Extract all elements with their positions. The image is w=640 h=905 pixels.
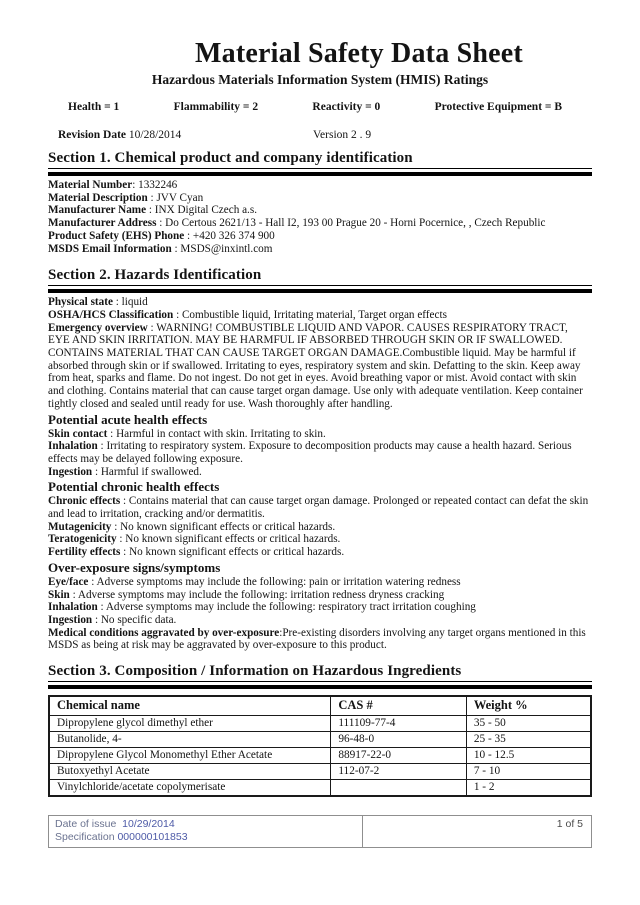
field-inhalation-symptoms: Inhalation : Adverse symptoms may include the following: respiratory tract irritation coughing bbox=[48, 601, 476, 614]
field-manufacturer-name: Manufacturer Name : INX Digital Czech a.s. bbox=[48, 204, 257, 217]
table-row bbox=[49, 716, 591, 732]
cell-cas-number: 88917-22-0 bbox=[331, 748, 467, 764]
hmis-ratings-row bbox=[48, 101, 592, 113]
footer-specification: Specification 000000101853 bbox=[55, 831, 188, 843]
subheading-potential-acute-health-effects: Potential acute health effects bbox=[48, 411, 208, 427]
section-3-heading: Section 3. Composition / Information on Hazardous Ingredients bbox=[48, 663, 592, 682]
field-chronic-effects: Chronic effects : Contains material that can cause target organ damage. Prolonged or repeated contact can defat the skin and lead to irritation, cracking and/or dermatitis. bbox=[48, 495, 589, 521]
cell-weight-percent: 1 - 2 bbox=[466, 780, 591, 797]
cell-cas-number: 111109-77-4 bbox=[331, 716, 467, 732]
table-row bbox=[49, 780, 591, 797]
hmis-reactivity-rating: Reactivity = 0 bbox=[312, 101, 381, 113]
cell-cas-number: 96-48-0 bbox=[331, 732, 467, 748]
field-physical-state: Physical state : liquid bbox=[48, 296, 148, 309]
cell-chemical-name: Butanolide, 4- bbox=[49, 732, 331, 748]
column-header-weight-percent: Weight % bbox=[466, 696, 591, 716]
cell-weight-percent: 35 - 50 bbox=[466, 716, 591, 732]
field-inhalation-acute: Inhalation : Irritating to respiratory system. Exposure to decomposition products may cause a health hazard. Serious effects may be delayed following exposure. bbox=[48, 440, 572, 465]
section-1-body bbox=[48, 179, 592, 255]
page-footer bbox=[48, 815, 592, 848]
cell-weight-percent: 10 - 12.5 bbox=[466, 748, 591, 764]
column-header-chemical-name: Chemical name bbox=[49, 696, 331, 716]
section-2-divider bbox=[48, 289, 592, 293]
cell-weight-percent: 7 - 10 bbox=[466, 764, 591, 780]
table-header-row bbox=[49, 696, 591, 716]
section-3-divider bbox=[48, 685, 592, 689]
field-mutagenicity: Mutagenicity : No known significant effects or critical hazards. bbox=[48, 520, 336, 533]
hmis-health-rating: Health = 1 bbox=[68, 101, 120, 113]
cell-chemical-name: Dipropylene glycol dimethyl ether bbox=[49, 716, 331, 732]
table-row bbox=[49, 748, 591, 764]
field-skin-contact: Skin contact : Harmful in contact with skin. Irritating to skin. bbox=[48, 427, 326, 440]
field-skin-symptoms: Skin : Adverse symptoms may include the following: irritation redness dryness cracking bbox=[48, 588, 445, 601]
section-2-heading: Section 2. Hazards Identification bbox=[48, 267, 592, 286]
revision-row bbox=[48, 129, 592, 141]
column-header-cas-number: CAS # bbox=[331, 696, 467, 716]
field-ingestion-symptoms: Ingestion : No specific data. bbox=[48, 613, 177, 626]
field-msds-email: MSDS Email Information : MSDS@inxintl.com bbox=[48, 242, 273, 255]
field-emergency-overview: Emergency overview : WARNING! COMBUSTIBLE LIQUID AND VAPOR. CAUSES RESPIRATORY TRACT, EYE AND SKIN IRRITATION. MAY BE HARMFUL IF ABSORBED THROUGH SKIN OR IF SWALLOWED. CONTAINS MATERIAL THAT CAN CAUSE TARGET ORGAN DAMAGE.Combustible liquid. May be harmful if absorbed through skin or if swallowed. Irritating to eyes, respiratory system and skin. Defatting to the skin. Keep away from heat, sparks and flame. Do not ingest. Do not get in eyes. Avoid breathing vapor or mist. Avoid contact with skin and clothing. Contains material that can cause target organ damage. Use only with adequate ventilation. Keep container tightly closed and sealed until ready for use. Wash thoroughly after handling. bbox=[48, 321, 583, 410]
version-label: Version 2 . 9 bbox=[313, 129, 372, 141]
table-row bbox=[49, 732, 591, 748]
field-material-number: Material Number: 1332246 bbox=[48, 179, 178, 191]
document-content bbox=[48, 0, 592, 797]
revision-date-value: 10/28/2014 bbox=[128, 129, 182, 141]
field-material-description: Material Description : JVV Cyan bbox=[48, 191, 204, 204]
footer-issue-info bbox=[49, 816, 363, 847]
footer-date-of-issue: Date of issue 10/29/2014 bbox=[55, 818, 175, 830]
field-ingestion-acute: Ingestion : Harmful if swallowed. bbox=[48, 465, 202, 478]
document-title: Material Safety Data Sheet bbox=[195, 38, 523, 69]
section-1-heading: Section 1. Chemical product and company identification bbox=[48, 150, 592, 169]
cell-chemical-name: Vinylchloride/acetate copolymerisate bbox=[49, 780, 331, 797]
section-2-body bbox=[48, 296, 592, 652]
cell-chemical-name: Dipropylene Glycol Monomethyl Ether Acetate bbox=[49, 748, 331, 764]
cell-weight-percent: 25 - 35 bbox=[466, 732, 591, 748]
composition-table bbox=[48, 695, 592, 797]
revision-date-label: Revision Date bbox=[58, 129, 127, 141]
field-manufacturer-address: Manufacturer Address : Do Certous 2621/13 - Hall I2, 193 00 Prague 20 - Horni Pocernice, , Czech Republic bbox=[48, 217, 546, 230]
table-row bbox=[49, 764, 591, 780]
cell-chemical-name: Butoxyethyl Acetate bbox=[49, 764, 331, 780]
hmis-protective-equipment-rating: Protective Equipment = B bbox=[434, 101, 562, 113]
hmis-flammability-rating: Flammability = 2 bbox=[173, 101, 259, 113]
field-fertility-effects: Fertility effects : No known significant effects or critical hazards. bbox=[48, 546, 345, 559]
cell-cas-number: 112-07-2 bbox=[331, 764, 467, 780]
revision-date bbox=[58, 129, 313, 141]
document-subtitle: Hazardous Materials Information System (HMIS) Ratings bbox=[151, 72, 489, 87]
field-eye-face: Eye/face : Adverse symptoms may include the following: pain or irritation watering redness bbox=[48, 575, 461, 588]
field-osha-hcs-classification: OSHA/HCS Classification : Combustible liquid, Irritating material, Target organ effects bbox=[48, 308, 447, 321]
field-ehs-phone: Product Safety (EHS) Phone : +420 326 374 900 bbox=[48, 229, 275, 242]
section-1-divider bbox=[48, 172, 592, 176]
cell-cas-number bbox=[331, 780, 467, 797]
field-medical-conditions-aggravated: Medical conditions aggravated by over-exposure:Pre-existing disorders involving any target organs mentioned in this MSDS as being at risk may be aggravated by over-exposure to this product. bbox=[48, 626, 586, 652]
subheading-potential-chronic-health-effects: Potential chronic health effects bbox=[48, 479, 220, 495]
footer-page-indicator: 1 of 5 bbox=[556, 818, 583, 830]
field-teratogenicity: Teratogenicity : No known significant effects or critical hazards. bbox=[48, 533, 341, 546]
subheading-over-exposure-signs-symptoms: Over-exposure signs/symptoms bbox=[48, 559, 221, 575]
